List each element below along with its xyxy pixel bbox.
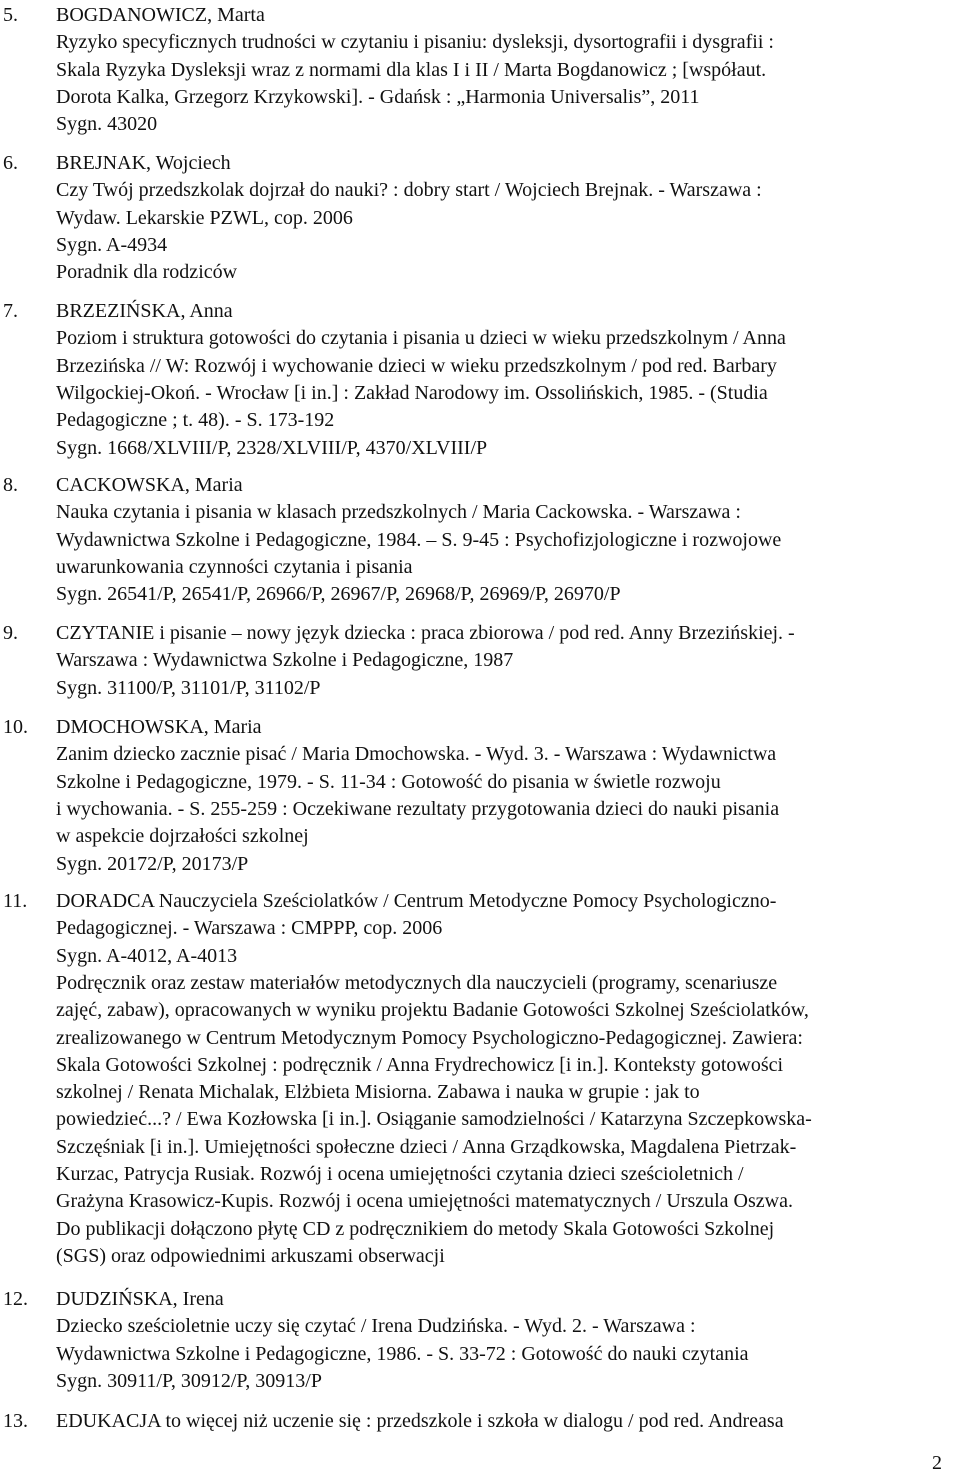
entry-line: BRZEZIŃSKA, Anna: [56, 300, 233, 322]
entry-line: Sygn. 30911/P, 30912/P, 30913/P: [56, 1370, 322, 1392]
entry-line: zrealizowanego w Centrum Metodycznym Pomocy Psychologiczno-Pedagogicznej. Zawiera:: [56, 1027, 803, 1049]
entry-line: Wydawnictwa Szkolne i Pedagogiczne, 1986. - S. 33-72 : Gotowość do nauki czytania: [56, 1343, 749, 1365]
entry-line: Nauka czytania i pisania w klasach przedszkolnych / Maria Cackowska. - Warszawa :: [56, 501, 741, 523]
entry-line: Szczęśniak [i in.]. Umiejętności społeczne dzieci / Anna Grządkowska, Magdalena Pietrzak-: [56, 1136, 797, 1158]
entry-number: 13.: [3, 1410, 28, 1432]
entry-line: Wydaw. Lekarskie PZWL, cop. 2006: [56, 207, 353, 229]
entry-number: 11.: [3, 890, 28, 912]
entry-line: Czy Twój przedszkolak dojrzał do nauki? : dobry start / Wojciech Brejnak. - Warszawa :: [56, 179, 762, 201]
entry-line: uwarunkowania czynności czytania i pisania: [56, 556, 413, 578]
entry-line: Sygn. 31100/P, 31101/P, 31102/P: [56, 677, 321, 699]
entry-line: Skala Ryzyka Dysleksji wraz z normami dla klas I i II / Marta Bogdanowicz ; [współaut.: [56, 59, 767, 81]
entry-line: i wychowania. - S. 255-259 : Oczekiwane rezultaty przygotowania dzieci do nauki pisania: [56, 798, 780, 820]
entry-line: Wydawnictwa Szkolne i Pedagogiczne, 1984. – S. 9-45 : Psychofizjologiczne i rozwojowe: [56, 529, 782, 551]
entry-line: Szkolne i Pedagogiczne, 1979. - S. 11-34 : Gotowość do pisania w świetle rozwoju: [56, 771, 721, 793]
entry-line: Sygn. 26541/P, 26541/P, 26966/P, 26967/P, 26968/P, 26969/P, 26970/P: [56, 583, 621, 605]
entry-line: zajęć, zabaw), opracowanych w wyniku projektu Badanie Gotowości Szkolnej Sześciolatków,: [56, 999, 809, 1021]
entry-number: 5.: [3, 4, 18, 26]
entry-line: Dziecko sześcioletnie uczy się czytać / Irena Dudzińska. - Wyd. 2. - Warszawa :: [56, 1315, 696, 1337]
entry-line: DMOCHOWSKA, Maria: [56, 716, 262, 738]
entry-number: 12.: [3, 1288, 28, 1310]
entry-line: Wilgockiej-Okoń. - Wrocław [i in.] : Zakład Narodowy im. Ossolińskich, 1985. - (Studia: [56, 382, 768, 404]
entry-line: EDUKACJA to więcej niż uczenie się : przedszkole i szkoła w dialogu / pod red. Andreasa: [56, 1410, 784, 1432]
entry-line: Brzezińska // W: Rozwój i wychowanie dzieci w wieku przedszkolnym / pod red. Barbary: [56, 355, 777, 377]
entry-line: Kurzac, Patrycja Rusiak. Rozwój i ocena umiejętności czytania dzieci sześcioletnich /: [56, 1163, 744, 1185]
entry-line: Grażyna Krasowicz-Kupis. Rozwój i ocena umiejętności matematycznych / Urszula Oszwa.: [56, 1190, 793, 1212]
entry-line: CACKOWSKA, Maria: [56, 474, 243, 496]
entry-number: 6.: [3, 152, 18, 174]
entry-line: Skala Gotowości Szkolnej : podręcznik / Anna Frydrechowicz [i in.]. Konteksty gotowości: [56, 1054, 784, 1076]
entry-number: 9.: [3, 622, 18, 644]
entry-line: Sygn. 20172/P, 20173/P: [56, 853, 249, 875]
entry-line: CZYTANIE i pisanie – nowy język dziecka : praca zbiorowa / pod red. Anny Brzezińskiej. -: [56, 622, 795, 644]
entry-line: w aspekcie dojrzałości szkolnej: [56, 825, 309, 847]
page-number: 2: [932, 1452, 942, 1474]
entry-line: Warszawa : Wydawnictwa Szkolne i Pedagogiczne, 1987: [56, 649, 514, 671]
entry-line: powiedzieć...? / Ewa Kozłowska [i in.]. Osiąganie samodzielności / Katarzyna Szczepkowska-: [56, 1108, 812, 1130]
entry-line: Dorota Kalka, Grzegorz Krzykowski]. - Gdańsk : „Harmonia Universalis”, 2011: [56, 86, 700, 108]
entry-line: (SGS) oraz odpowiednimi arkuszami obserwacji: [56, 1245, 445, 1267]
entry-line: Sygn. A-4012, A-4013: [56, 945, 238, 967]
entry-line: BOGDANOWICZ, Marta: [56, 4, 265, 26]
entry-line: Pedagogicznej. - Warszawa : CMPPP, cop. 2006: [56, 917, 443, 939]
entry-line: Do publikacji dołączono płytę CD z podręcznikiem do metody Skala Gotowości Szkolnej: [56, 1218, 775, 1240]
entry-line: szkolnej / Renata Michalak, Elżbieta Misiorna. Zabawa i nauka w grupie : jak to: [56, 1081, 700, 1103]
entry-line: Poziom i struktura gotowości do czytania i pisania u dzieci w wieku przedszkolnym / Anna: [56, 327, 786, 349]
entry-line: Podręcznik oraz zestaw materiałów metodycznych dla nauczycieli (programy, scenariusze: [56, 972, 778, 994]
entry-number: 8.: [3, 474, 18, 496]
entry-line: DUDZIŃSKA, Irena: [56, 1288, 224, 1310]
entry-line: Sygn. A-4934: [56, 234, 168, 256]
entry-line: Zanim dziecko zacznie pisać / Maria Dmochowska. - Wyd. 3. - Warszawa : Wydawnictwa: [56, 743, 777, 765]
entry-line: Ryzyko specyficznych trudności w czytaniu i pisaniu: dysleksji, dysortografii i dysgrafii :: [56, 31, 774, 53]
entry-line: Poradnik dla rodziców: [56, 261, 238, 283]
entry-number: 7.: [3, 300, 18, 322]
entry-line: DORADCA Nauczyciela Sześciolatków / Centrum Metodyczne Pomocy Psychologiczno-: [56, 890, 777, 912]
entry-line: Sygn. 1668/XLVIII/P, 2328/XLVIII/P, 4370/XLVIII/P: [56, 437, 488, 459]
entry-line: Pedagogiczne ; t. 48). - S. 173-192: [56, 409, 335, 431]
entry-number: 10.: [3, 716, 28, 738]
entry-line: BREJNAK, Wojciech: [56, 152, 231, 174]
entry-line: Sygn. 43020: [56, 113, 158, 135]
